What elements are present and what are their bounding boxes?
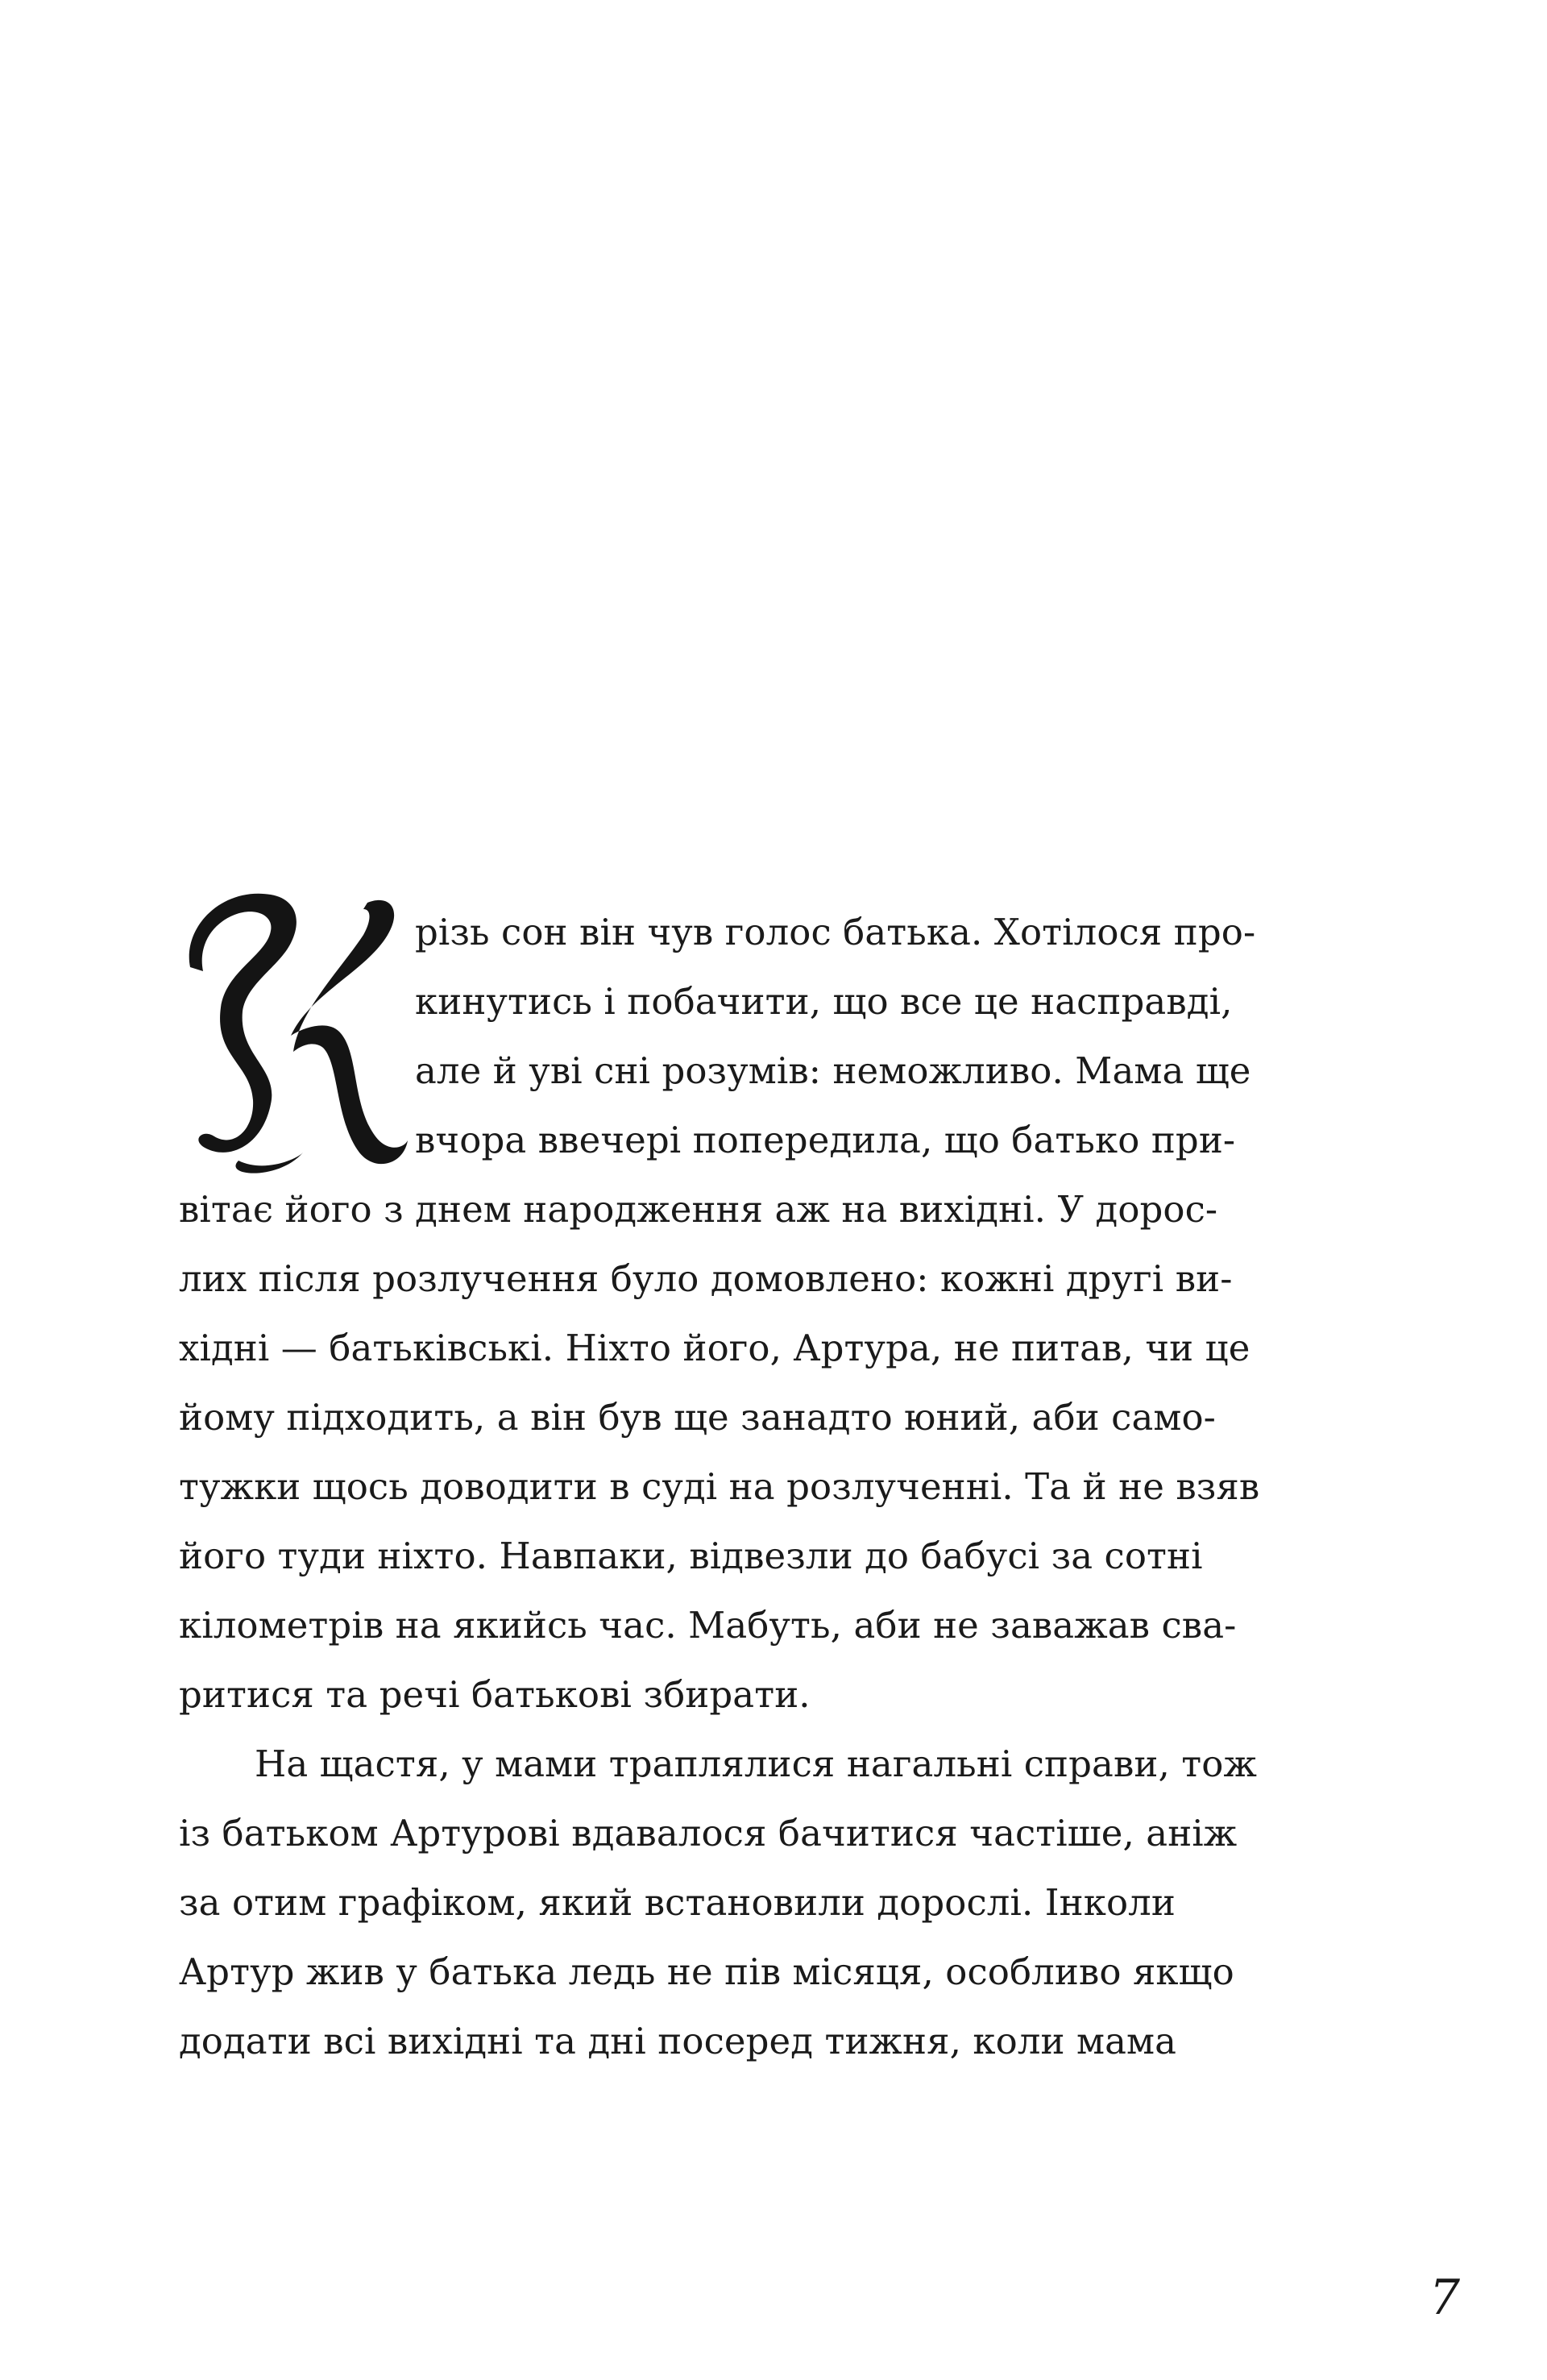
text-line: хідні — батьківські. Ніхто його, Артура, не питав, чи це [179,1327,1250,1369]
text-line: за отим графіком, який встановили дорослі. Інколи [179,1881,1176,1924]
text-line: кинутись і побачити, що все це насправді, [415,980,1233,1023]
text-line: лих після розлучення було домовлено: кожні другі ви- [179,1257,1233,1300]
text-line: Артур жив у батька ледь не пів місяця, особливо якщо [179,1950,1234,1993]
text-line: із батьком Артурові вдавалося бачитися частіше, аніж [179,1812,1238,1855]
dropcap-glyph [158,870,424,1185]
text-line: вітає його з днем народження аж на вихідні. У дорос- [179,1188,1218,1231]
text-line: тужки щось доводити в суді на розлученні. Та й не взяв [179,1465,1260,1508]
text-line: йому підходить, а він був ще занадто юний, аби само- [179,1396,1216,1439]
text-line: ритися та речі батькові збирати. [179,1673,811,1716]
text-line: додати всі вихідні та дні посеред тижня, коли мама [179,2020,1177,2062]
text-line: але й уві сні розумів: неможливо. Мама ще [415,1049,1251,1092]
page-number: 7 [1429,2270,1460,2326]
text-line: різь сон він чув голос батька. Хотілося про- [415,911,1256,953]
text-line: кілометрів на якийсь час. Мабуть, аби не заважав сва- [179,1604,1237,1647]
text-line: його туди ніхто. Навпаки, відвезли до бабусі за сотні [179,1535,1203,1577]
dropcap-letter [158,870,424,1185]
text-line: вчора ввечері попередила, що батько при- [415,1119,1236,1161]
text-line: На щастя, у мами траплялися нагальні справи, тож [255,1742,1257,1785]
